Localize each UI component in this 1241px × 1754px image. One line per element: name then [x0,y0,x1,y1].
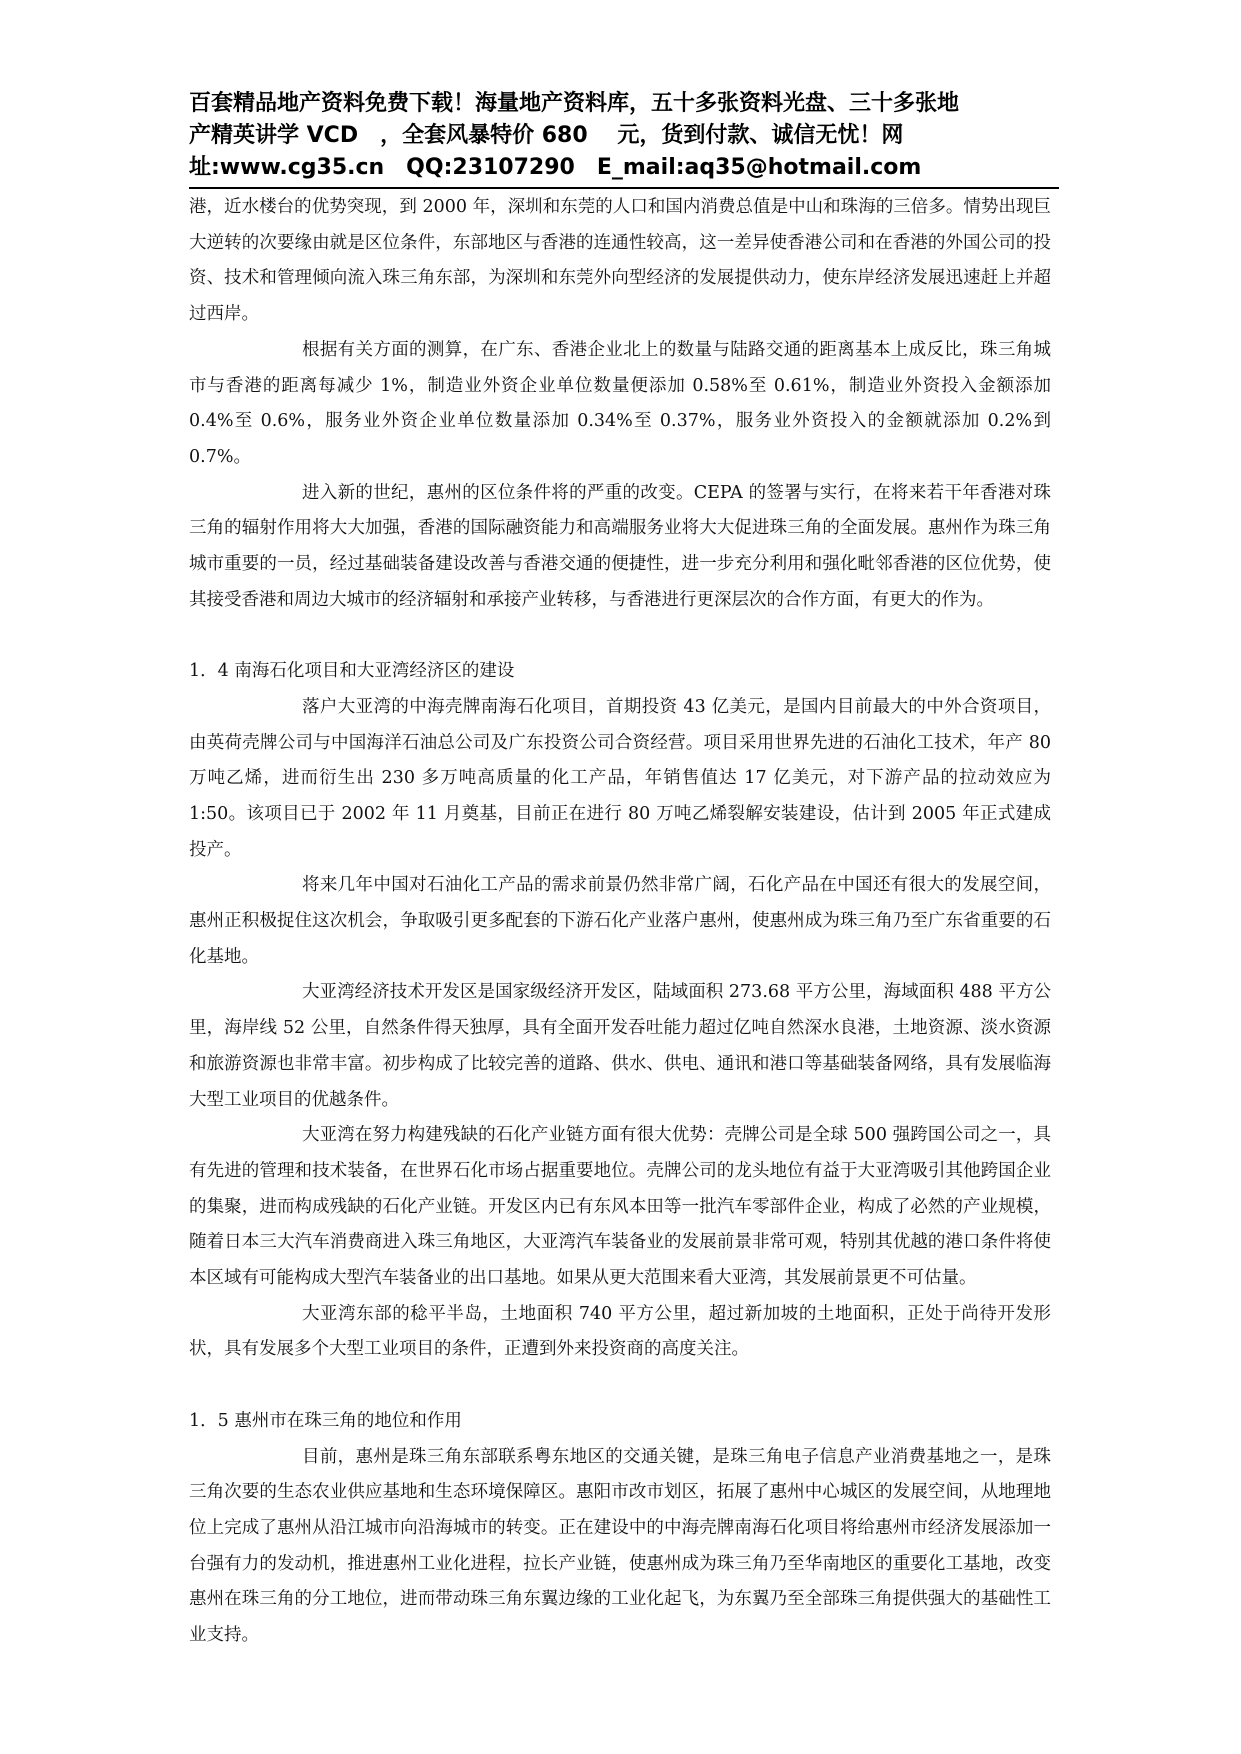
paragraph: 进入新的世纪，惠州的区位条件将的严重的改变。CEPA 的签署与实行，在将来若干年香港对珠三角的辐射作用将大大加强，香港的国际融资能力和高端服务业将大大促进珠三角的全面发展。惠州作为珠三角城市重要的一员，经过基础装备建设改善与香港交通的便捷性，进一步充分利用和强化毗邻香港的区位优势，使其接受香港和周边大城市的经济辐射和承接产业转移，与香港进行更深层次的合作方面，有更大的作为。 [189,482,1051,610]
paragraph: 大亚湾经济技术开发区是国家级经济开发区，陆域面积 273.68 平方公里，海域面积 488 平方公里，海岸线 52 公里，自然条件得天独厚，具有全面开发吞吐能力超过亿吨自然深水良港，土地资源、淡水资源和旅游资源也非常丰富。初步构成了比较完善的道路、供水、供电、通讯和港口等基础装备网络，具有发展临海大型工业项目的优越条件。 [189,982,1051,1110]
paragraph: 将来几年中国对石油化工产品的需求前景仍然非常广阔，石化产品在中国还有很大的发展空间，惠州正积极捉住这次机会，争取吸引更多配套的下游石化产业落户惠州，使惠州成为珠三角乃至广东省重要的石化基地。 [189,875,1051,967]
section-heading: 1．4 南海石化项目和大亚湾经济区的建设 [189,661,515,682]
paragraph: 目前，惠州是珠三角东部联系粤东地区的交通关键，是珠三角电子信息产业消费基地之一，是珠三角次要的生态农业供应基地和生态环境保障区。惠阳市改市划区，拓展了惠州中心城区的发展空间，从地理地位上完成了惠州从沿江城市向沿海城市的转变。正在建设中的中海壳牌南海石化项目将给惠州市经济发展添加一台强有力的发动机，推进惠州工业化进程，拉长产业链，使惠州成为珠三角乃至华南地区的重要化工基地，改变惠州在珠三角的分工地位，进而带动珠三角东翼边缘的工业化起飞，为东翼乃至全部珠三角提供强大的基础性工业支持。 [189,1446,1051,1646]
section-heading: 1．5 惠州市在珠三角的地位和作用 [189,1410,462,1431]
header-line-2: 产精英讲学 VCD ，全套风暴特价 680 元，货到付款、诚信无忧！网 [189,123,904,148]
paragraph: 落户大亚湾的中海壳牌南海石化项目，首期投资 43 亿美元，是国内目前最大的中外合资项目，由英荷壳牌公司与中国海洋石油总公司及广东投资公司合资经营。项目采用世界先进的石油化工技术，年产 80 万吨乙烯，进而衍生出 230 多万吨高质量的化工产品，年销售值达 17 亿美元，对下游产品的拉动效应为 1:50。该项目已于 2002 年 11 月奠基，目前正在进行 80 万吨乙烯裂解安装建设，估计到 2005 年正式建成投产。 [189,696,1051,860]
paragraph: 大亚湾在努力构建残缺的石化产业链方面有很大优势：壳牌公司是全球 500 强跨国公司之一，具有先进的管理和技术装备，在世界石化市场占据重要地位。壳牌公司的龙头地位有益于大亚湾吸引其他跨国企业的集聚，进而构成残缺的石化产业链。开发区内已有东风本田等一批汽车零部件企业，构成了必然的产业规模，随着日本三大汽车消费商进入珠三角地区，大亚湾汽车装备业的发展前景非常可观，特别其优越的港口条件将使本区域有可能构成大型汽车装备业的出口基地。如果从更大范围来看大亚湾，其发展前景更不可估量。 [189,1125,1051,1289]
header-line-3: 址:www.cg35.cn QQ:23107290 E_mail:aq35@hotmail.com [189,155,922,180]
page-header [189,88,1059,184]
header-line-1: 百套精品地产资料免费下载！海量地产资料库，五十多张资料光盘、三十多张地 [189,91,960,116]
header-divider [189,187,1059,189]
paragraph: 根据有关方面的测算，在广东、香港企业北上的数量与陆路交通的距离基本上成反比，珠三角城市与香港的距离每减少 1%，制造业外资企业单位数量便添加 0.58%至 0.61%，制造业外资投入金额添加 0.4%至 0.6%，服务业外资企业单位数量添加 0.34%至 0.37%，服务业外资投入的金额就添加 0.2%到 0.7%。 [189,339,1051,467]
document-body [189,190,1051,1654]
paragraph: 大亚湾东部的稔平半岛，土地面积 740 平方公里，超过新加坡的土地面积，正处于尚待开发形状，具有发展多个大型工业项目的条件，正遭到外来投资商的高度关注。 [189,1303,1051,1360]
paragraph: 港，近水楼台的优势突现，到 2000 年，深圳和东莞的人口和国内消费总值是中山和珠海的三倍多。情势出现巨大逆转的次要缘由就是区位条件，东部地区与香港的连通性较高，这一差异使香港公司和在香港的外国公司的投资、技术和管理倾向流入珠三角东部，为深圳和东莞外向型经济的发展提供动力，使东岸经济发展迅速赶上并超过西岸。 [189,197,1051,325]
